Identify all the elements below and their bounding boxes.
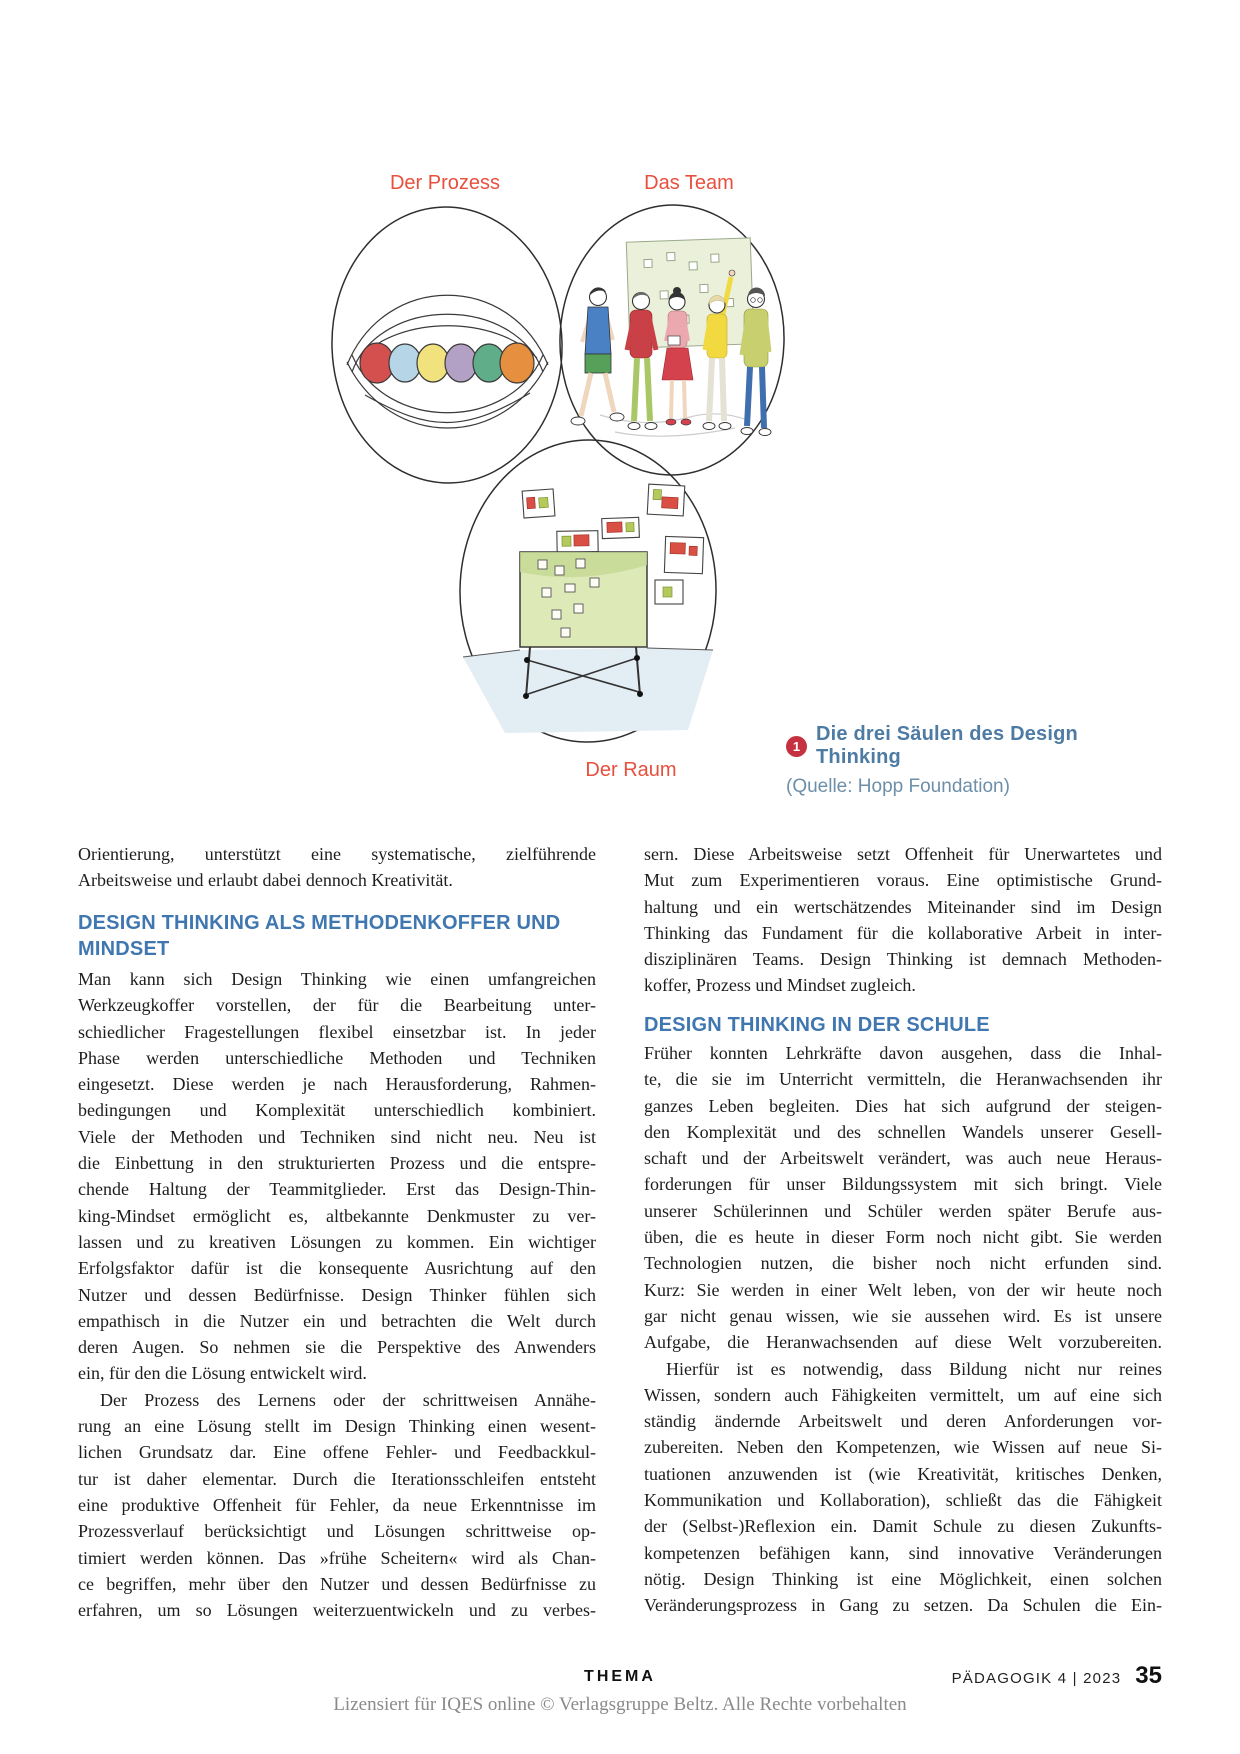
caption-title: Die drei Säulen des Design Thinking <box>816 723 1078 768</box>
caption-source: (Quelle: Hopp Foundation) <box>786 776 1010 797</box>
footer-journal-name: PÄDAGOGIK 4 | 2023 <box>951 1670 1122 1687</box>
right-column-body: Früher konnten Lehrkräfte davon ausgehen, dass die Inhal- te, die sie im Unterricht vermitteln, die Heranwachsenden ihr ganzes Leben begleiten. Dies hat sich aufgrund der steigen- den Komplexität und des schnellen Wandels unserer Gesell- schaft und der Arbeitswelt verändert, was auch neue Heraus- forderungen für unser Bildungssystem mit sich bringt. Viele unserer Schülerinnen und Schüler werden später Berufe aus- üben, die es heute in dieser Form noch nicht gibt. Sie werden Technologien nutzen, die bisher noch nicht erfunden sind. Kurz: Sie werden in einer Welt leben, von der wir heute noch gar nicht genau wissen, wie sie aussehen wird. Es ist unsere Aufgabe, die Heranwachsenden auf diese Welt vorzubereiten. Hierfür ist es notwendig, dass Bildung nicht nur reines Wissen, sondern auch Fähigkeiten vermittelt, um auf eine sich ständig ändernde Arbeitswelt und deren Anforderungen vor- zubereiten. Neben den Kompetenzen, wie Wissen auf neue Si- tuationen anzuwenden ist (wie Kreativität, kritisches Denken, Kommunikation und Kollaboration), schließt das die Fähigkeit der (Selbst-)Reflexion ein. Damit Schule zu diesen Zukunfts- kompetenzen befähigen kann, sind innovative Veränderungen nötig. Design Thinking ist eine Möglichkeit, einen solchen Veränderungsprozess in Gang zu setzen. Da Schulen die Ein- <box>644 1043 1162 1616</box>
process-phase-dots <box>360 343 534 383</box>
process-circle <box>327 203 566 487</box>
label-der-raum: Der Raum <box>585 759 677 781</box>
team-circle <box>555 201 788 479</box>
section-heading-schule: DESIGN THINKING IN DER SCHULE <box>644 1014 990 1036</box>
section-heading-methodenkoffer: DESIGN THINKING ALS METHODENKOFFER UND MINDSET <box>78 912 561 960</box>
footer-journal-block <box>952 1662 1162 1690</box>
design-thinking-figure <box>0 0 1240 800</box>
figure-caption <box>786 723 1146 798</box>
room-circle <box>457 438 718 744</box>
label-der-prozess: Der Prozess <box>389 172 501 194</box>
caption-number-badge: 1 <box>786 736 807 757</box>
label-das-team: Das Team <box>644 172 734 194</box>
right-column-continuation: sern. Diese Arbeitsweise setzt Offenheit für Unerwartetes und Mut zum Experimentieren voraus. Eine optimistische Grund- haltung und ein wertschätzendes Miteinander sind im Design Thinking das Fundament für die kollaborative Arbeit in inter- disziplinären Teams. Design Thinking ist demnach Methoden- koffer, Prozess und Mindset zugleich. <box>644 844 1162 996</box>
page-number: 35 <box>1135 1662 1162 1689</box>
left-column-intro: Orientierung, unterstützt eine systematische, zielführende Arbeitsweise und erlaubt dabei dennoch Kreativität. <box>78 844 596 891</box>
license-line: Lizensiert für IQES online © Verlagsgruppe Beltz. Alle Rechte vorbehalten <box>333 1694 907 1715</box>
footer-section-label: THEMA <box>584 1668 656 1685</box>
left-column-body: Man kann sich Design Thinking wie einen umfangreichen Werkzeugkoffer vorstellen, der für die Bearbeitung unter- schiedlicher Fragestellungen flexibel einsetzbar ist. In jeder Phase werden unterschiedliche Methoden und Techniken eingesetzt. Diese werden je nach Herausforderung, Rahmen- bedingungen und Komplexität unterschiedlich kombiniert. Viele der Methoden und Techniken sind nicht neu. Neu ist die Einbettung in den strukturierten Prozess und die entspre- chende Haltung der Teammitglieder. Erst das Design-Thin- king-Mindset ermöglicht es, altbekannte Denkmuster zu ver- lassen und zu kreativen Lösungen zu kommen. Ein wichtiger Erfolgsfaktor dafür ist die konsequente Ausrichtung auf den Nutzer und dessen Bedürfnisse. Design Thinker fühlen sich empathisch in die Nutzer ein und betrachten die Welt durch deren Augen. So nehmen sie die Perspektive des Anwenders ein, für den die Lösung entwickelt wird. Der Prozess des Lernens oder der schrittweisen Annähe- rung an eine Lösung stellt im Design Thinking einen wesent- lichen Grundsatz dar. Eine offene Fehler- und Feedbackkul- tur ist daher elementar. Durch die Iterationsschleifen entsteht eine produktive Offenheit für Fehler, da neue Erkenntnisse im Prozessverlauf berücksichtigt und Lösungen schrittweise op- timiert werden können. Das »frühe Scheitern« wird als Chan- ce begriffen, mehr über den Nutzer und dessen Bedürfnisse zu erfahren, um so Lösungen weiterzuentwickeln und zu verbes- <box>78 969 596 1621</box>
person-blue-vest <box>571 287 624 425</box>
